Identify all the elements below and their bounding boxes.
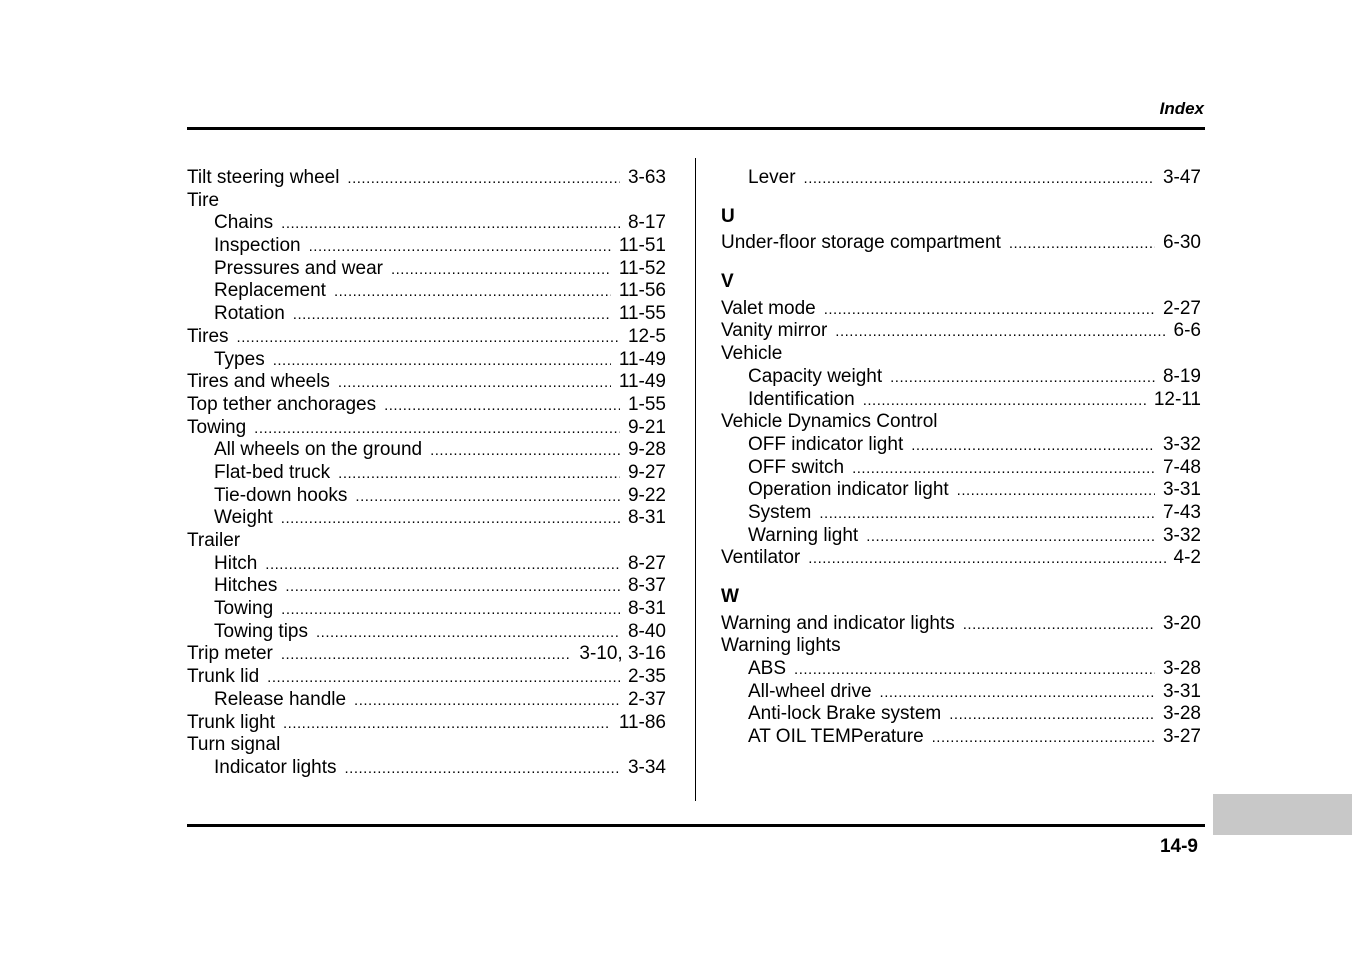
dot-leader [932,727,1155,750]
page-reference: 2-27 [1162,297,1201,319]
page-reference: 8-17 [627,212,666,234]
page-reference: 3-20 [1162,612,1201,634]
dot-leader [355,486,620,509]
column-divider [695,158,696,801]
index-subentry [721,726,1201,749]
dot-leader [273,350,611,373]
page-reference: 4-2 [1173,547,1201,569]
page-reference: 3-28 [1162,658,1201,680]
index-entry [187,734,666,757]
index-entry [721,298,1201,321]
index-term: Ventilator [721,547,801,569]
page-reference: 7-43 [1162,501,1201,523]
index-subentry [187,553,666,576]
index-term: Types [214,348,265,370]
page-reference: 2-35 [627,666,666,688]
index-subentry [187,280,666,303]
page-reference: 8-31 [627,598,666,620]
index-term: Tilt steering wheel [187,167,340,188]
index-subentry [187,575,666,598]
dot-leader [949,704,1155,727]
index-term: Weight [214,507,273,529]
page-reference: 6-6 [1173,320,1201,342]
dot-leader [835,321,1165,344]
index-entry [721,320,1201,343]
index-entry [721,343,1201,366]
index-subentry [721,389,1201,412]
dot-leader [334,281,611,304]
section-letter: V [721,271,734,293]
dot-leader [281,508,620,531]
index-subentry [721,703,1201,726]
page-reference: 8-40 [627,620,666,642]
index-subentry [187,303,666,326]
index-subentry [721,681,1201,704]
dot-leader [824,299,1155,322]
index-subentry [721,366,1201,389]
index-term: ABS [748,658,787,680]
page-reference: 11-56 [618,280,666,302]
section-letter: U [721,205,735,227]
dot-leader [911,435,1155,458]
page-reference: 11-55 [618,303,666,325]
index-term: Towing tips [214,620,308,642]
dot-leader [819,503,1155,526]
page-reference: 3-27 [1162,726,1201,748]
index-entry [721,635,1201,658]
index-subentry [187,439,666,462]
dot-leader [345,758,620,781]
dot-leader [316,622,620,645]
dot-leader [794,659,1155,682]
page-reference: 7-48 [1162,456,1201,478]
page-reference: 3-31 [1162,680,1201,702]
dot-leader [804,168,1155,191]
index-term: Rotation [214,303,285,325]
page-reference: 3-32 [1162,524,1201,546]
index-term: Towing [187,416,247,438]
index-subentry [721,502,1201,525]
page-header-title: Index [1159,99,1204,118]
index-entry [187,417,666,440]
index-column-right [721,167,1201,749]
index-subentry [187,485,666,508]
index-term: Valet mode [721,297,816,319]
page-reference: 8-31 [627,507,666,529]
index-subentry [721,434,1201,457]
page-number: 14-9 [1159,836,1198,857]
index-subentry [187,258,666,281]
index-term: Tie-down hooks [214,484,348,506]
dot-leader [808,548,1165,571]
dot-leader [281,213,620,236]
index-entry [187,190,666,213]
footer-rule [187,824,1205,827]
page-reference: 3-10, 3-16 [579,643,666,665]
index-term: Trunk light [187,711,275,733]
page-reference: 8-19 [1162,365,1201,387]
index-subentry [187,349,666,372]
dot-leader [254,418,620,441]
index-entry [187,530,666,553]
index-term: Anti-lock Brake system [748,703,942,725]
index-term: All-wheel drive [748,680,872,702]
index-subentry [187,235,666,258]
index-term: Tires [187,325,229,347]
index-entry [187,326,666,349]
index-term: Pressures and wear [214,257,383,279]
index-term: Vanity mirror [721,320,828,342]
index-term: Warning and indicator lights [721,612,955,634]
index-entry [187,167,666,190]
index-subentry [187,507,666,530]
dot-leader [267,667,620,690]
dot-leader [237,327,620,350]
index-entry [187,371,666,394]
page-reference: 9-28 [627,439,666,461]
page-reference: 11-49 [618,348,666,370]
index-subentry [721,658,1201,681]
index-term: Lever [748,167,796,188]
index-term: Release handle [214,688,347,710]
index-term: Warning lights [721,635,841,657]
page-reference: 11-52 [618,257,666,279]
index-term: Under-floor storage compartment [721,232,1001,254]
page-reference: 12-5 [627,325,666,347]
index-term: Towing [214,598,274,620]
index-term: Warning light [748,524,859,546]
page-reference: 11-51 [618,235,666,257]
dot-leader [281,644,572,667]
dot-leader [957,480,1155,503]
dot-leader [338,372,611,395]
dot-leader [293,304,611,327]
index-entry [721,411,1201,434]
dot-leader [430,440,620,463]
index-subentry [187,462,666,485]
header-rule [187,127,1205,130]
index-subentry [187,598,666,621]
index-entry [187,394,666,417]
page-reference: 12-11 [1153,388,1201,410]
index-subentry [187,689,666,712]
dot-leader [391,259,611,282]
index-entry [187,666,666,689]
index-entry [721,613,1201,636]
dot-leader [852,458,1155,481]
index-subentry [721,479,1201,502]
index-term: Hitches [214,575,278,597]
page-reference: 2-37 [627,688,666,710]
page-reference: 9-22 [627,484,666,506]
dot-leader [890,367,1155,390]
index-subentry [187,757,666,780]
page-reference: 1-55 [627,393,666,415]
index-entry [187,643,666,666]
index-term: Chains [214,212,274,234]
index-subentry [721,525,1201,548]
index-term: All wheels on the ground [214,439,423,461]
index-term: Operation indicator light [748,479,949,501]
index-term: Tire [187,189,220,211]
index-entry [721,547,1201,570]
page-reference: 3-32 [1162,433,1201,455]
index-subentry [187,621,666,644]
index-subentry [721,167,1201,190]
page-reference: 3-28 [1162,703,1201,725]
page-reference: 6-30 [1162,232,1201,254]
index-subentry [187,212,666,235]
index-term: Top tether anchorages [187,393,377,415]
index-term: System [748,501,812,523]
index-term: Flat-bed truck [214,461,331,483]
chapter-thumb-tab [1213,794,1352,835]
index-subentry [721,457,1201,480]
index-term: Capacity weight [748,365,883,387]
dot-leader [384,395,620,418]
page-reference: 9-21 [627,416,666,438]
index-term: Vehicle Dynamics Control [721,411,938,433]
dot-leader [880,682,1155,705]
index-term: Turn signal [187,734,281,756]
index-term: Tires and wheels [187,371,330,393]
index-term: Identification [748,388,855,410]
index-term: Trunk lid [187,666,260,688]
index-term: Trip meter [187,643,273,665]
dot-leader [963,614,1155,637]
dot-leader [285,576,620,599]
dot-leader [338,463,620,486]
page-reference: 11-86 [618,711,666,733]
dot-leader [866,526,1155,549]
index-term: Replacement [214,280,326,302]
index-term: OFF switch [748,456,845,478]
index-term: Vehicle [721,343,783,365]
page-reference: 3-47 [1162,167,1201,188]
index-entry [187,712,666,735]
page-reference: 3-63 [627,167,666,188]
index-column-left [187,167,666,780]
section-letter: W [721,586,739,607]
dot-leader [309,236,611,259]
index-term: Indicator lights [214,756,337,778]
page-reference: 9-27 [627,461,666,483]
index-term: OFF indicator light [748,433,904,455]
index-term: Trailer [187,530,241,551]
index-term: Hitch [214,552,258,574]
dot-leader [863,390,1146,413]
dot-leader [1009,233,1155,256]
page-reference: 3-31 [1162,479,1201,501]
page-reference: 11-49 [618,371,666,393]
dot-leader [281,599,620,622]
dot-leader [265,554,620,577]
index-term: AT OIL TEMPerature [748,726,924,748]
index-entry [721,232,1201,255]
dot-leader [283,713,611,736]
page-reference: 8-27 [627,552,666,574]
dot-leader [354,690,620,713]
index-term: Inspection [214,235,301,257]
page-reference: 3-34 [627,756,666,778]
page-reference: 8-37 [627,575,666,597]
dot-leader [347,168,620,191]
